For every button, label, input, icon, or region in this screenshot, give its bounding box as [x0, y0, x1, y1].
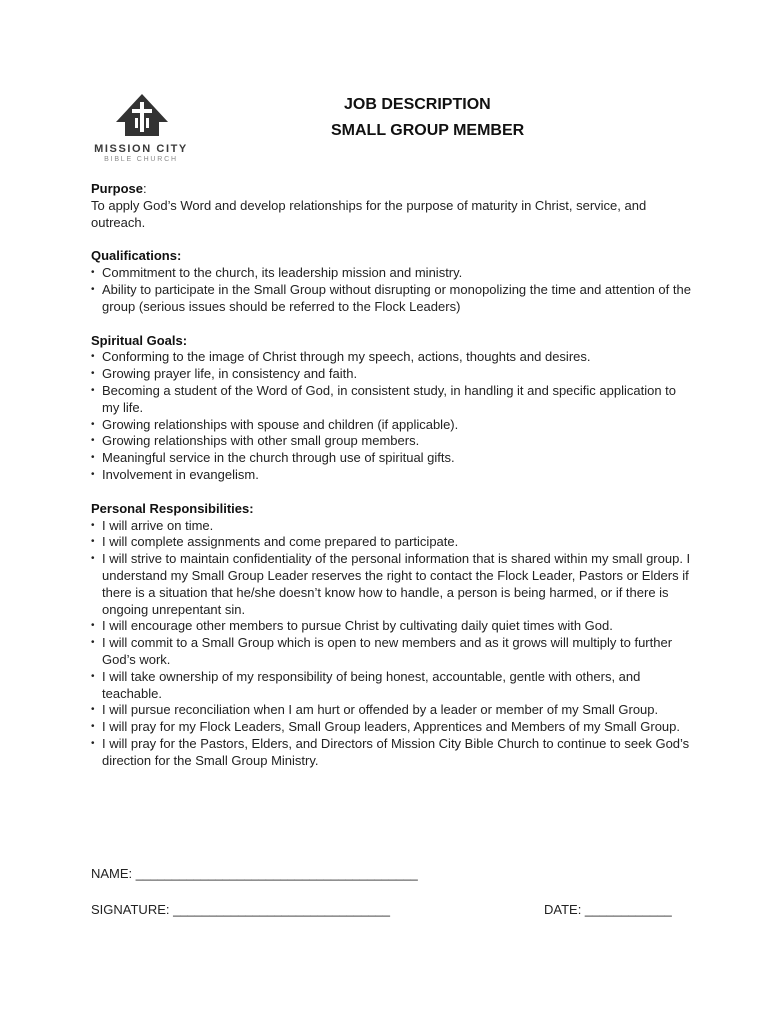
document-title: JOB DESCRIPTION — [344, 96, 491, 113]
list-item: • Growing relationships with spouse and children (if applicable). — [91, 417, 691, 434]
list-item: • Becoming a student of the Word of God, in consistent study, in handling it and specific application to my life. — [91, 383, 691, 417]
spiritual-goals-heading: Spiritual Goals: — [91, 332, 188, 348]
qualifications-section — [91, 248, 691, 315]
purpose-heading: Purpose — [91, 181, 144, 196]
qualifications-list — [91, 265, 691, 315]
responsibilities-list — [91, 518, 691, 770]
name-field[interactable]: NAME: _______________________________________ — [91, 866, 418, 881]
logo-subtitle: BIBLE CHURCH — [104, 156, 178, 163]
signature-field[interactable]: SIGNATURE: ______________________________ — [91, 902, 390, 917]
list-item: • I will arrive on time. — [91, 518, 691, 535]
purpose-colon: : — [143, 181, 147, 196]
qualifications-heading: Qualifications: — [91, 248, 182, 264]
list-item: • Involvement in evangelism. — [91, 467, 691, 484]
list-item: • I will strive to maintain confidentiality of the personal information that is shared within my small group. I understand my Small Group Leader reserves the right to contact the Flock Leader, Pastors or Elders if there is a situation that he/she doesn’t know how to handle, a person is being harmed, or if there is ongoing unrepentant sin. — [91, 551, 691, 618]
purpose-heading-line — [91, 181, 691, 198]
date-field[interactable]: DATE: ____________ — [544, 902, 672, 917]
list-item: • I will commit to a Small Group which is open to new members and as it grows will multiply to further God’s work. — [91, 635, 691, 669]
list-item: • I will pursue reconciliation when I am hurt or offended by a leader or member of my Small Group. — [91, 702, 691, 719]
list-item: • I will pray for the Pastors, Elders, and Directors of Mission City Bible Church to continue to seek God’s direction for the Small Group Ministry. — [91, 736, 691, 770]
list-item: • Meaningful service in the church through use of spiritual gifts. — [91, 450, 691, 467]
document-subtitle: SMALL GROUP MEMBER — [331, 122, 525, 139]
logo-name: MISSION CITY — [94, 143, 188, 155]
document-body — [91, 181, 691, 787]
purpose-text: To apply God’s Word and develop relationships for the purpose of maturity in Christ, service, and outreach. — [91, 197, 647, 230]
list-item: • Growing relationships with other small group members. — [91, 433, 691, 450]
list-item: • I will pray for my Flock Leaders, Small Group leaders, Apprentices and Members of my Small Group. — [91, 719, 691, 736]
list-item: • Commitment to the church, its leadership mission and ministry. — [91, 265, 691, 282]
purpose-section — [91, 181, 691, 231]
list-item: • Growing prayer life, in consistency and faith. — [91, 366, 691, 383]
spiritual-goals-list — [91, 349, 691, 483]
list-item: • Conforming to the image of Christ through my speech, actions, thoughts and desires. — [91, 349, 691, 366]
list-item: • I will take ownership of my responsibility of being honest, accountable, gentle with others, and teachable. — [91, 669, 691, 703]
list-item: • Ability to participate in the Small Group without disrupting or monopolizing the time and attention of the group (serious issues should be referred to the Flock Leaders) — [91, 282, 691, 316]
responsibilities-heading: Personal Responsibilities: — [91, 500, 254, 516]
list-item: • I will encourage other members to pursue Christ by cultivating daily quiet times with God. — [91, 618, 691, 635]
list-item: • I will complete assignments and come prepared to participate. — [91, 534, 691, 551]
spiritual-goals-section — [91, 333, 691, 484]
responsibilities-section — [91, 501, 691, 770]
church-logo — [88, 90, 198, 168]
church-cross-icon — [114, 92, 170, 140]
